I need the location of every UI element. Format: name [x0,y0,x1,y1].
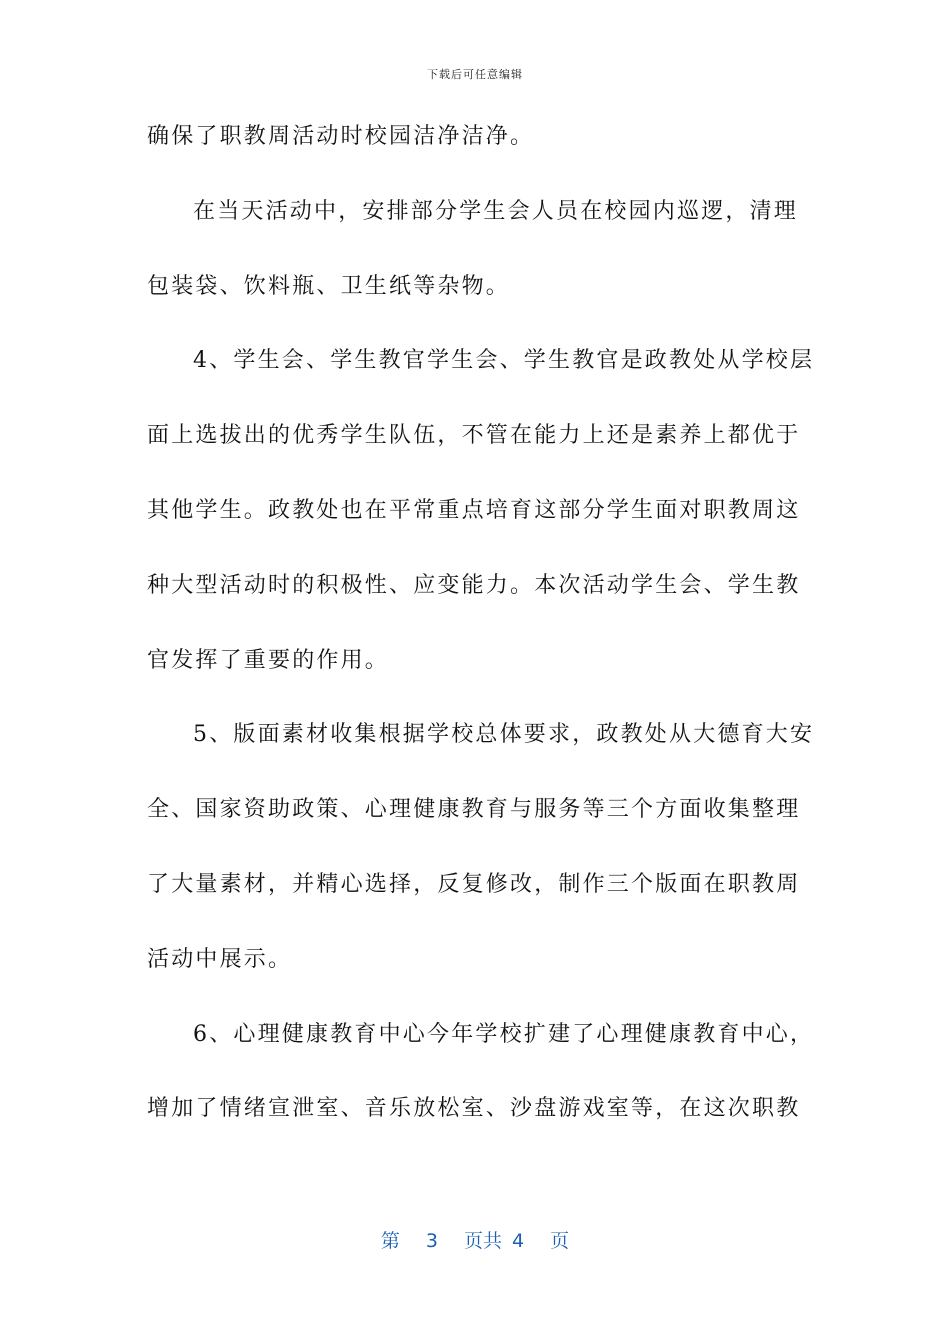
body-line-7: 种大型活动时的积极性、应变能力。本次活动学生会、学生教 [147,572,801,598]
body-line-1: 确保了职教周活动时校园洁净洁净。 [147,124,535,149]
body-line-6: 其他学生。政教处也在平常重点培育这部分学生面对职教周这 [147,497,801,523]
body-line-9: 5、版面素材收集根据学校总体要求，政教处从大德育大安 [193,722,815,748]
page-header-note: 下载后可任意编辑 [427,68,523,81]
document-body [147,100,815,1147]
footer-prefix: 第 [380,1230,400,1252]
body-line-10: 全、国家资助政策、心理健康教育与服务等三个方面收集整理 [147,797,801,823]
body-line-11: 了大量素材，并精心选择，反复修改，制作三个版面在职教周 [147,871,801,897]
body-line-2: 在当天活动中，安排部分学生会人员在校园内巡逻，清理 [193,198,799,224]
footer-middle: 页共 [463,1230,502,1252]
body-line-12: 活动中展示。 [147,946,293,972]
body-line-8: 官发挥了重要的作用。 [147,647,390,673]
body-line-3: 包装袋、饮料瓶、卫生纸等杂物。 [147,273,511,299]
page-footer [0,1226,950,1253]
body-line-14: 增加了情绪宣泄室、音乐放松室、沙盘游戏室等，在这次职教 [147,1096,801,1122]
body-line-4: 4、学生会、学生教官学生会、学生教官是政教处从学校层 [193,348,815,374]
body-line-13: 6、心理健康教育中心今年学校扩建了心理健康教育中心， [193,1021,815,1047]
footer-suffix: 页 [550,1230,570,1252]
footer-total-pages: 4 [512,1230,525,1252]
footer-current-page: 3 [425,1230,438,1252]
body-line-5: 面上选拔出的优秀学生队伍，不管在能力上还是素养上都优于 [147,423,801,449]
